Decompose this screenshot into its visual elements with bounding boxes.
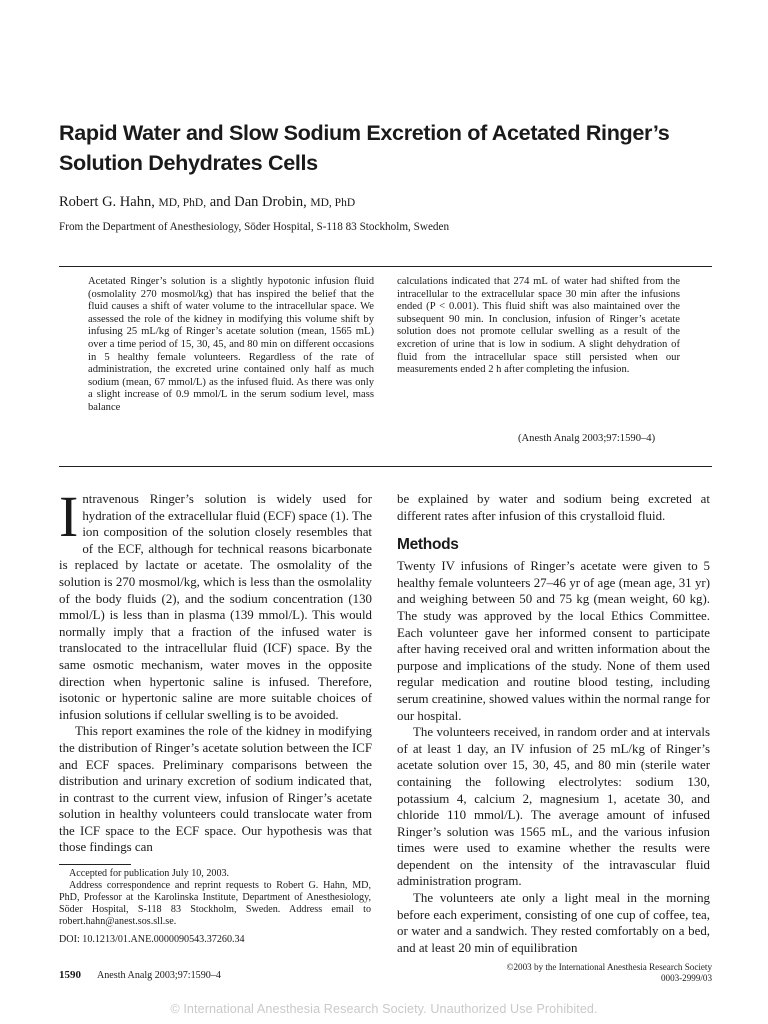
methods-paragraph: The volunteers received, in random order and at intervals of at least 1 day, an IV infusion of 25 mL/kg of Ringer’s acetate solution over 15, 30, 45, and 80 min (sterile water containing the following electrolytes: sodium 130, potassium 4, calcium 2, magnesium 1, acetate 30, and chloride 110 mmol/L). The average amount of infused Ringer’s solution was 1565 mL, and the various infusion times were used to examine whether the results were dependent on the intensity of the intravascular fluid administration program. [397,725,710,889]
footnote-doi: DOI: 10.1213/01.ANE.0000090543.37260.34 [59,934,245,945]
issn: 0003-2999/03 [660,972,712,983]
abstract-bottom-rule [59,466,712,467]
footnote-accepted: Accepted for publication July 10, 2003. [69,868,230,879]
page-number: 1590 [59,969,81,981]
intro-paragraph [59,484,372,723]
watermark: © International Anesthesia Research Society. Unauthorized Use Prohibited. [170,1002,598,1016]
intro-continuation: be explained by water and sodium being excreted at different rates after infusion of this crystalloid fluid. [397,492,710,523]
drop-cap: I [59,484,79,549]
author-degrees: MD, PhD, [158,197,207,209]
copyright-notice: ©2003 by the International Anesthesia Research Society [506,962,712,972]
journal-reference: Anesth Analg 2003;97:1590–4 [96,970,221,981]
footnote [59,868,371,946]
author-conjunction: and [209,194,231,210]
footnote-rule [59,864,131,865]
methods-heading: Methods [397,536,459,554]
author-name: Robert G. Hahn, [59,194,155,210]
methods-paragraph: Twenty IV infusions of Ringer’s acetate were given to 5 healthy female volunteers 27–46 yr of age (mean age, 31 yr) and weighing between 50 and 75 kg (mean weight, 60 kg). The study was approved by the local Ethics Committee. Each volunteer gave her informed consent to participate after having received oral and written information about the purpose and implications of the study. None of them used regular medication and routine blood testing, including serum creatinine, showed values within the normal range for our hospital. [397,559,710,723]
affiliation: From the Department of Anesthesiology, Söder Hospital, S-118 83 Stockholm, Sweden [59,221,450,233]
abstract-right-column [397,276,680,377]
abstract-text: Acetated Ringer’s solution is a slightly hypotonic infusion fluid (osmolality 270 mosmol/kg) that has inspired the belief that the fluid causes a shift of water volume to the intracellular space. We assessed the role of the kidney in modifying this volume shift by infusing 25 mL/kg of Ringer’s acetate solution (mean, 1565 mL) over a time period of 15, 30, 45, and 80 min on different occasions in 5 healthy female volunteers. Regardless of the rate of administration, the excreted urine contained only half as much sodium (mean, 67 mmol/L) as the infused fluid. As there was only a slight increase of 0.9 mmol/L in the serum sodium level, mass balance [88,276,374,413]
abstract-citation: (Anesth Analg 2003;97:1590–4) [518,433,656,444]
abstract-left-column [88,276,374,415]
intro-paragraph: This report examines the role of the kidney in modifying the distribution of Ringer’s acetate solution between the ICF and ECF spaces. Preliminary comparisons between the distribution and urinary excretion of sodium indicated that, in contrast to the current view, infusion of Ringer’s acetate solution in healthy volunteers could translocate water from the ICF space to the ECF space. Our hypothesis was that those findings can [59,724,372,855]
author-degrees: MD, PhD [310,197,356,209]
abstract-text: calculations indicated that 274 mL of water had shifted from the intracellular to the extracellular space 30 min after the infusions ended (P < 0.001). This fluid shift was also maintained over the subsequent 90 min. In conclusion, infusion of Ringer’s acetate solution does not promote cellular swelling as a result of the excretion of urine that is low in sodium. A slight dehydration of fluid from the intracellular space still persisted when our measurements ended 2 h after completing the infusion. [397,276,680,376]
body-right-column [397,491,710,956]
article-title: Rapid Water and Slow Sodium Excretion of Acetated Ringer’s Solution Dehydrates Cells [59,120,670,175]
body-left-column [59,484,372,856]
methods-paragraph: The volunteers ate only a light meal in the morning before each experiment, consisting of one cup of coffee, tea, or water and a sandwich. They rested comfortably on a bed, and at least 20 min of equilibration [397,891,710,955]
page-footer-left [59,969,221,981]
abstract-top-rule [59,266,712,267]
author-line [59,193,355,212]
author-name: Dan Drobin, [234,194,307,210]
footnote-correspondence: Address correspondence and reprint requests to Robert G. Hahn, MD, PhD, Professor at the Karolinska Institute, Department of Anesthesiology, Söder Hospital, S-118 83 Stockholm, Sweden. Address email to robert.hahn@anest.sos.sll.se. [59,880,371,927]
intro-paragraph-text: ntravenous Ringer’s solution is widely used for hydration of the extracellular fluid (ECF) space (1). The ion composition of the solution closely resembles that of the ECF, although for technical reasons bicarbonate is replaced by lactate or acetate. The osmolality of the solution is 270 mosmol/kg, which is less than the osmolality of the body fluids (2), and the sodium concentration (130 mmol/L) is less than in plasma (139 mmol/L). This would normally imply that a fraction of the infused water is translocated to the intracellular fluid (ICF) space. By the same osmotic mechanism, water moves in the opposite direction when hypertonic saline is infused. Therefore, isotonic or hypertonic saline are more suitable choices of infusion solutions if cellular swelling is to be avoided. [59,492,372,722]
page-footer-right [507,962,712,983]
